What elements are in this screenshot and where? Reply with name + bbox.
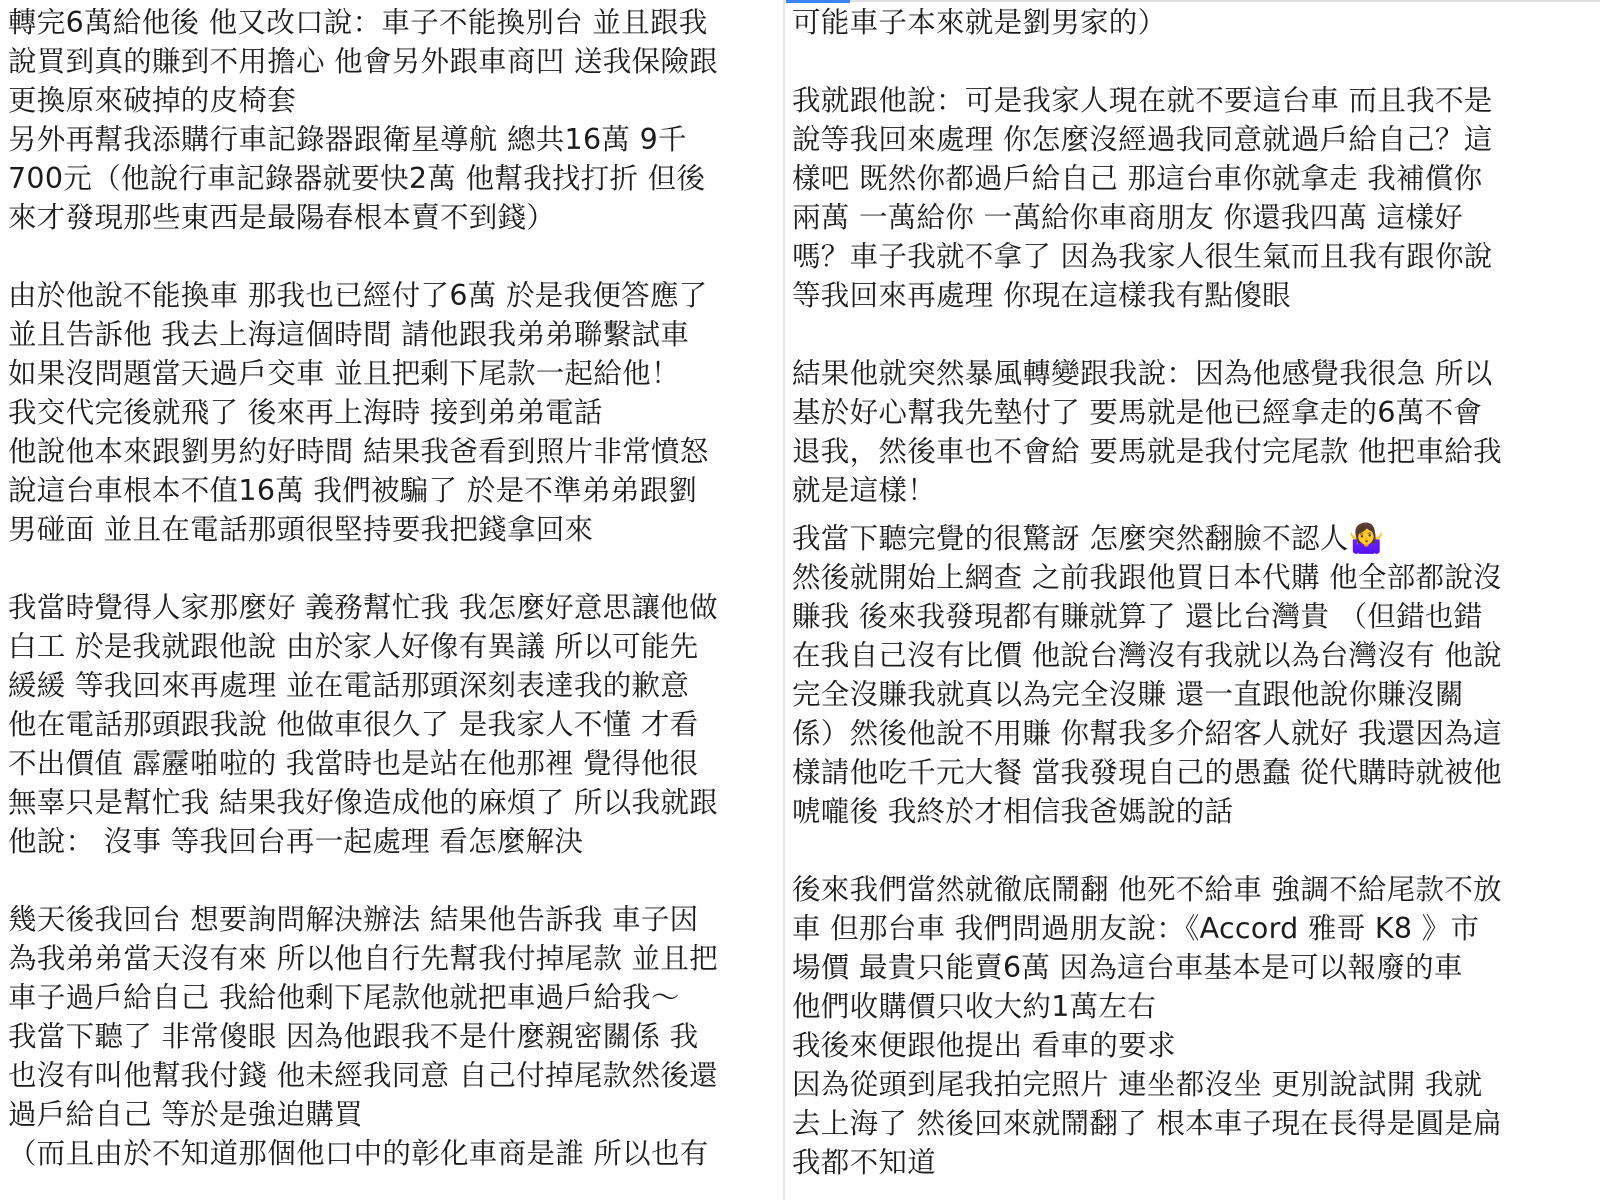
text-line: 他說他本來跟劉男約好時間 結果我爸看到照片非常憤怒 (8, 435, 709, 468)
text-line: 兩萬 一萬給你 一萬給你車商朋友 你還我四萬 這樣好 (792, 201, 1464, 234)
text-line: 說買到真的賺到不用擔心 他會另外跟車商凹 送我保險跟 (8, 45, 718, 78)
text-line: 後來我們當然就徹底鬧翻 他死不給車 強調不給尾款不放 (792, 873, 1502, 906)
text-line: 他說： 沒事 等我回台再一起處理 看怎麼解決 (8, 825, 584, 858)
text-line: 另外再幫我添購行車記錄器跟衛星導航 總共16萬 9千 (8, 123, 687, 156)
text-line: 為我弟弟當天沒有來 所以他自行先幫我付掉尾款 並且把 (8, 942, 718, 975)
text-line: 樣吧 既然你都過戶給自己 那這台車你就拿走 我補償你 (792, 162, 1483, 195)
paragraph (8, 276, 778, 549)
text-line: 並且告訴他 我去上海這個時間 請他跟我弟弟聯繫試車 (8, 318, 690, 351)
text-line: 來才發現那些東西是最陽春根本賣不到錢） (8, 201, 556, 234)
text-line: 700元（他說行車記錄器就要快2萬 他幫我找打折 但後 (8, 162, 706, 195)
text-line: 係）然後他說不用賺 你幫我多介紹客人就好 我還因為這 (792, 717, 1502, 750)
text-line: 他們收購價只收大約1萬左右 (792, 990, 1157, 1023)
text-line: 基於好心幫我先墊付了 要馬就是他已經拿走的6萬不會 (792, 396, 1483, 429)
text-line: 我就跟他說：可是我家人現在就不要這台車 而且我不是 (792, 84, 1493, 117)
text-line: 過戶給自己 等於是強迫購買 (8, 1098, 363, 1131)
text-line: 緩緩 等我回來再處理 並在電話那頭深刻表達我的歉意 (8, 669, 690, 702)
text-line: 賺我 後來我發現都有賺就算了 還比台灣貴 （但錯也錯 (792, 600, 1483, 633)
column-divider (783, 0, 785, 1200)
paragraph (8, 900, 778, 1173)
text-line: 幾天後我回台 想要詢問解決辦法 結果他告訴我 車子因 (8, 903, 699, 936)
text-line: （而且由於不知道那個他口中的彰化車商是誰 所以也有 (8, 1137, 709, 1170)
text-line: 更換原來破掉的皮椅套 (8, 84, 297, 117)
text-line: 車子過戶給自己 我給他剩下尾款他就把車過戶給我～ (8, 981, 680, 1014)
paragraph (8, 3, 778, 237)
text-line: 完全沒賺我就真以為完全沒賺 還一直跟他說你賺沒關 (792, 678, 1464, 711)
text-line: 說這台車根本不值16萬 我們被騙了 於是不準弟弟跟劉 (8, 474, 698, 507)
paragraph (792, 870, 1592, 1182)
text-line: 結果他就突然暴風轉變跟我說：因為他感覺我很急 所以 (792, 357, 1493, 390)
text-line: 也沒有叫他幫我付錢 他未經我同意 自己付掉尾款然後還 (8, 1059, 718, 1092)
paragraph (792, 519, 1592, 831)
text-line: 男碰面 並且在電話那頭很堅持要我把錢拿回來 (8, 513, 594, 546)
text-line: 樣請他吃千元大餐 當我發現自己的愚蠢 從代購時就被他 (792, 756, 1502, 789)
text-line: 退我，然後車也不會給 要馬就是我付完尾款 他把車給我 (792, 435, 1502, 468)
right-column-text (792, 3, 1592, 1182)
text-line: 我後來便跟他提出 看車的要求 (792, 1029, 1176, 1062)
text-line: 可能車子本來就是劉男家的） (792, 6, 1167, 39)
text-line: 轉完6萬給他後 他又改口說：車子不能換別台 並且跟我 (8, 6, 708, 39)
text-line: 我當下聽了 非常傻眼 因為他跟我不是什麼親密關係 我 (8, 1020, 699, 1053)
left-column-text (8, 3, 778, 1173)
text-line: 嗎？車子我就不拿了 因為我家人很生氣而且我有跟你說 (792, 240, 1493, 273)
text-line: 就是這樣！ (792, 474, 937, 507)
top-border (850, 0, 1600, 2)
text-line: 說等我回來處理 你怎麼沒經過我同意就過戶給自己？這 (792, 123, 1493, 156)
text-line: 場價 最貴只能賣6萬 因為這台車基本是可以報廢的車 (792, 951, 1463, 984)
text-line: 如果沒問題當天過戶交車 並且把剩下尾款一起給他！ (8, 357, 680, 390)
text-line: 因為從頭到尾我拍完照片 連坐都沒坐 更別說試開 我就 (792, 1068, 1483, 1101)
text-line: 我交代完後就飛了 後來再上海時 接到弟弟電話 (8, 396, 603, 429)
text-line: 我當時覺得人家那麼好 義務幫忙我 我怎麼好意思讓他做 (8, 591, 718, 624)
text-line: 等我回來再處理 你現在這樣我有點傻眼 (792, 279, 1291, 312)
text-line: 車 但那台車 我們問過朋友說：《Accord 雅哥 K8 》市 (792, 912, 1480, 945)
paragraph (792, 354, 1592, 510)
text-line: 然後就開始上網查 之前我跟他買日本代購 他全部都說沒 (792, 561, 1502, 594)
paragraph (792, 3, 1592, 42)
text-line: 無辜只是幫忙我 結果我好像造成他的麻煩了 所以我就跟 (8, 786, 718, 819)
text-line: 去上海了 然後回來就鬧翻了 根本車子現在長得是圓是扁 (792, 1107, 1502, 1140)
text-line: 我都不知道 (792, 1146, 937, 1179)
paragraph (792, 81, 1592, 315)
text-line: 他在電話那頭跟我說 他做車很久了 是我家人不懂 才看 (8, 708, 699, 741)
text-line: 由於他說不能換車 那我也已經付了6萬 於是我便答應了 (8, 279, 708, 312)
text-line: 唬嚨後 我終於才相信我爸媽說的話 (792, 795, 1234, 828)
text-line: 我當下聽完覺的很驚訝 怎麼突然翻臉不認人🤷‍♀️ (792, 522, 1385, 555)
paragraph (8, 588, 778, 861)
text-line: 不出價值 霹靂啪啦的 我當時也是站在他那裡 覺得他很 (8, 747, 699, 780)
text-line: 白工 於是我就跟他說 由於家人好像有異議 所以可能先 (8, 630, 699, 663)
text-line: 在我自己沒有比價 他說台灣沒有我就以為台灣沒有 他說 (792, 639, 1502, 672)
